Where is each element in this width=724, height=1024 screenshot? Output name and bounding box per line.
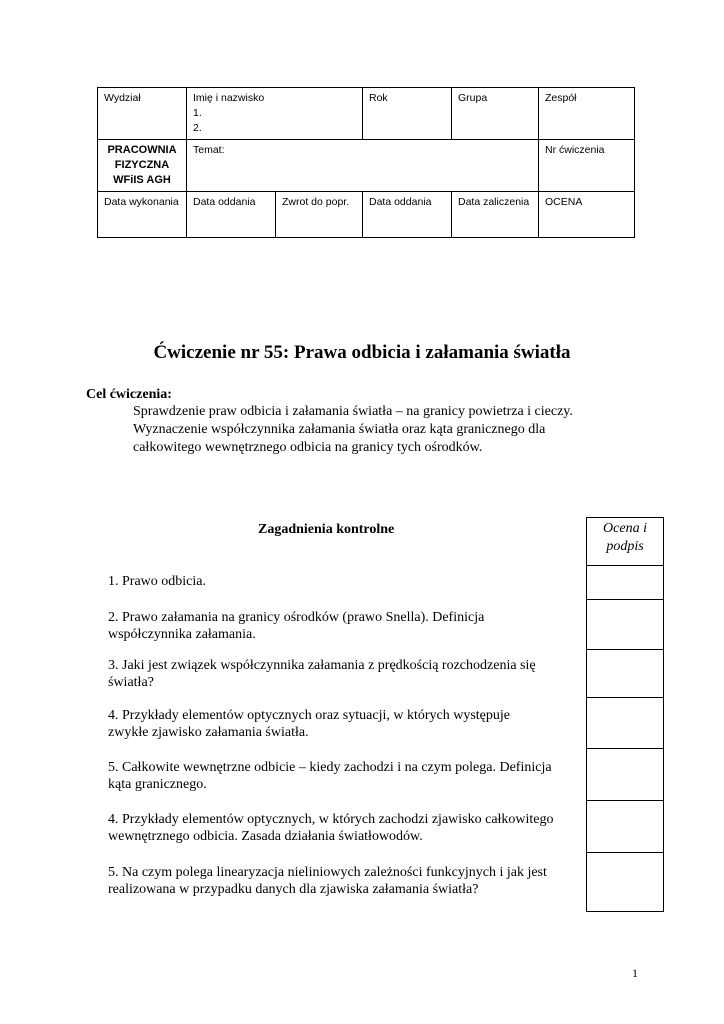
question-line: realizowana w przypadku danych dla zjawiska załamania światła?	[108, 882, 479, 897]
imie-label: Imię i nazwisko	[193, 92, 265, 104]
grade-cell[interactable]	[586, 852, 664, 912]
rok-cell	[363, 88, 452, 140]
nr-cwiczenia-label: Nr ćwiczenia	[545, 144, 605, 156]
page-number: 1	[632, 966, 638, 980]
question-item	[108, 573, 583, 590]
ocena-label: OCENA	[545, 196, 583, 208]
question-line: 1. Prawo odbicia.	[108, 574, 206, 589]
imie-2-label: 2.	[193, 122, 202, 134]
ocena-cell	[539, 192, 635, 238]
question-line: zwykłe zjawisko załamania światła.	[108, 725, 309, 740]
cel-line-2: Wyznaczenie współczynnika załamania światła oraz kąta granicznego dla	[133, 422, 546, 437]
question-item	[108, 759, 583, 793]
imie-1-label: 1.	[193, 107, 202, 119]
zagadnienia-title: Zagadnienia kontrolne	[258, 522, 395, 537]
data-oddania-2-cell	[363, 192, 452, 238]
cel-text	[133, 403, 637, 457]
grade-header-line-1: Ocena i	[603, 521, 647, 536]
pracownia-cell	[98, 140, 187, 192]
question-line: 5. Na czym polega linearyzacja nieliniowych zależności funkcyjnych i jak jest	[108, 865, 547, 880]
zespol-label: Zespół	[545, 92, 577, 104]
grade-cell[interactable]	[586, 800, 664, 853]
cel-line-3: całkowitego wewnętrznego odbicia na granicy tych ośrodków.	[133, 440, 483, 455]
question-item	[108, 657, 583, 691]
question-line: 5. Całkowite wewnętrzne odbicie – kiedy zachodzi i na czym polega. Definicja	[108, 760, 552, 775]
question-line: 3. Jaki jest związek współczynnika załamania z prędkością rozchodzenia się	[108, 658, 536, 673]
imie-cell	[187, 88, 363, 140]
grupa-label: Grupa	[458, 92, 488, 104]
page-title: Ćwiczenie nr 55: Prawa odbicia i załamania światła	[153, 342, 571, 363]
pracownia-line-1: PRACOWNIA	[107, 144, 177, 156]
temat-label: Temat:	[193, 144, 225, 156]
question-line: 2. Prawo załamania na granicy ośrodków (prawo Snella). Definicja	[108, 610, 485, 625]
question-item	[108, 707, 583, 741]
data-oddania-cell	[187, 192, 276, 238]
question-item	[108, 864, 583, 898]
pracownia-line-2: FIZYCZNA	[114, 159, 170, 171]
grade-cell[interactable]	[586, 649, 664, 698]
grade-cell[interactable]	[586, 565, 664, 600]
grupa-cell	[452, 88, 539, 140]
cel-line-1: Sprawdzenie praw odbicia i załamania światła – na granicy powietrza i cieczy.	[133, 404, 573, 419]
question-line: 4. Przykłady elementów optycznych, w których zachodzi zjawisko całkowitego	[108, 812, 554, 827]
data-wykonania-label: Data wykonania	[104, 196, 179, 208]
wydzial-label: Wydział	[104, 92, 141, 104]
rok-label: Rok	[369, 92, 388, 104]
wydzial-cell	[98, 88, 187, 140]
question-line: wewnętrznego odbicia. Zasada działania światłowodów.	[108, 829, 423, 844]
grade-cell[interactable]	[586, 599, 664, 650]
question-line: 4. Przykłady elementów optycznych oraz sytuacji, w których występuje	[108, 708, 510, 723]
data-oddania-2-label: Data oddania	[369, 196, 432, 208]
data-oddania-label: Data oddania	[193, 196, 256, 208]
zwrot-label: Zwrot do popr.	[282, 196, 350, 208]
question-line: współczynnika załamania.	[108, 627, 256, 642]
data-zaliczenia-cell	[452, 192, 539, 238]
temat-cell	[187, 140, 539, 192]
zwrot-cell	[276, 192, 363, 238]
grade-header	[586, 517, 664, 566]
pracownia-line-3: WFiIS AGH	[113, 174, 171, 186]
cel-heading: Cel ćwiczenia:	[86, 387, 172, 402]
question-item	[108, 811, 583, 845]
grade-header-line-2: podpis	[606, 539, 644, 554]
question-item	[108, 609, 583, 643]
question-line: kąta granicznego.	[108, 777, 207, 792]
grade-cell[interactable]	[586, 748, 664, 801]
zespol-cell	[539, 88, 635, 140]
question-line: światła?	[108, 675, 154, 690]
report-header-table	[97, 87, 635, 238]
data-zaliczenia-label: Data zaliczenia	[458, 196, 530, 208]
nr-cwiczenia-cell	[539, 140, 635, 192]
data-wykonania-cell	[98, 192, 187, 238]
grade-column	[586, 518, 664, 912]
grade-cell[interactable]	[586, 697, 664, 749]
